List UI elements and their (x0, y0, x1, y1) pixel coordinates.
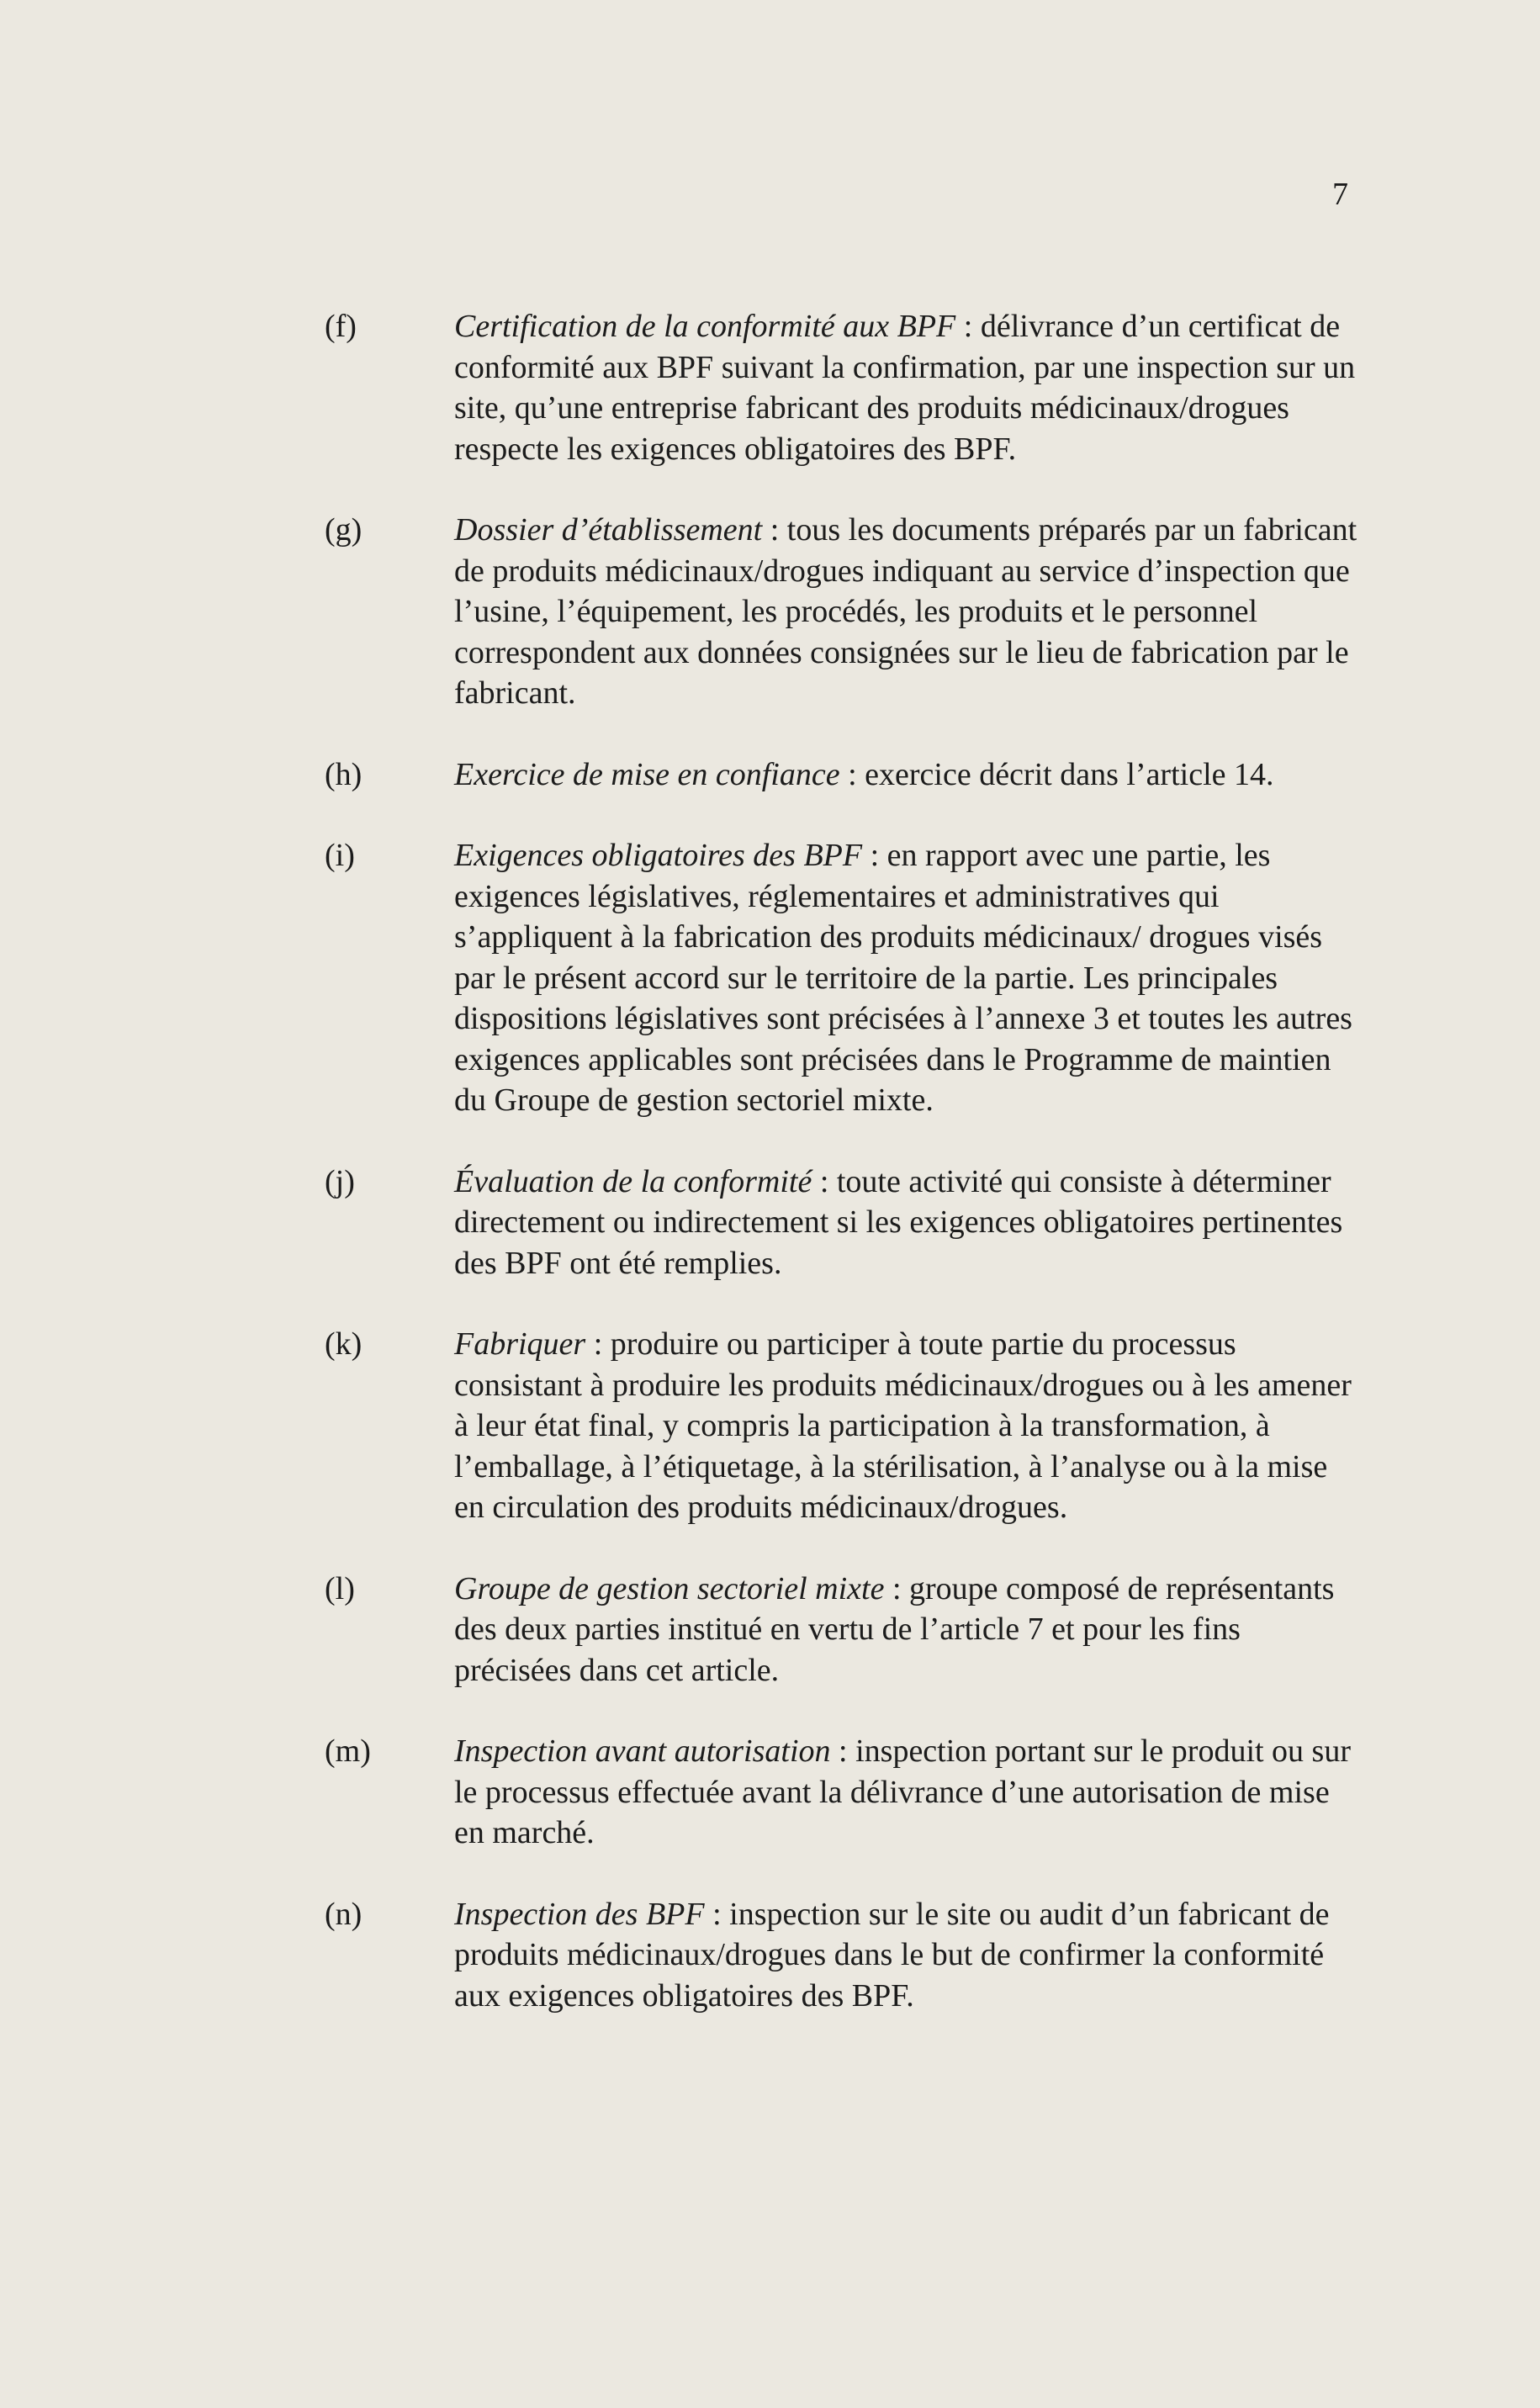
definition-text (454, 510, 1363, 714)
definition-term: Dossier d’établissement (454, 512, 763, 548)
definition-marker: (h) (325, 756, 363, 792)
definition-separator: : (955, 309, 981, 344)
definition-body: produire ou participer à toute partie du processus consistant à produire les produits médicinaux/drogues ou à les amener à leur état final, y compris la participation à la transformation, à l’emballage, à l’étiquetage, à la stérilisation, à l’analyse ou à la mise en circulation des produits médicinaux/drogues. (454, 1326, 1352, 1525)
definition-text (454, 1324, 1363, 1528)
definition-term: Exercice de mise en confiance (454, 756, 840, 792)
definition-text (454, 306, 1363, 469)
definition-body: toute activité qui consiste à déterminer directement ou indirectement si les exigences obligatoires pertinentes des BPF ont été remplies. (454, 1163, 1343, 1281)
definition-body: exercice décrit dans l’article 14. (865, 756, 1274, 792)
definition-item-g (325, 510, 1368, 714)
definition-text (454, 1569, 1363, 1691)
definition-text (454, 1894, 1363, 2017)
definition-term: Inspection des BPF (454, 1896, 705, 1932)
definition-term: Certification de la conformité aux BPF (454, 309, 956, 344)
definition-separator: : (762, 512, 787, 548)
definitions-list (325, 306, 1368, 2056)
definition-item-l (325, 1569, 1368, 1691)
definition-term: Fabriquer (454, 1326, 586, 1362)
definition-body: tous les documents préparés par un fabricant de produits médicinaux/drogues indiquant au service d’inspection que l’usine, l’équipement, les procédés, les produits et le personnel correspondent aux données consignées sur le lieu de fabrication par le fabricant. (454, 512, 1357, 711)
definition-term: Évaluation de la conformité (454, 1163, 812, 1199)
definition-term: Groupe de gestion sectoriel mixte (454, 1570, 885, 1606)
definition-body: en rapport avec une partie, les exigences législatives, réglementaires et administratives qui s’appliquent à la fabrication des produits médicinaux/ drogues visés par le présent accord sur le territoire de la partie. Les principales dispositions législatives sont précisées à l’annexe 3 et toutes les autres exigences applicables sont précisées dans le Programme de maintien du Groupe de gestion sectoriel mixte. (454, 838, 1352, 1118)
definition-separator: : (862, 838, 887, 873)
definition-item-k (325, 1324, 1368, 1528)
definition-body: délivrance d’un certificat de conformité aux BPF suivant la confirmation, par une inspection sur un site, qu’une entreprise fabricant des produits médicinaux/drogues respecte les exigences obligatoires des BPF. (454, 309, 1356, 467)
definition-text (454, 835, 1363, 1121)
definition-marker: (g) (325, 512, 363, 548)
definition-item-i (325, 835, 1368, 1121)
definition-separator: : (884, 1570, 910, 1606)
definition-term: Exigences obligatoires des BPF (454, 838, 863, 873)
definition-marker: (i) (325, 838, 355, 873)
definition-body: inspection sur le site ou audit d’un fabricant de produits médicinaux/drogues dans le but de confirmer la conformité aux exigences obligatoires des BPF. (454, 1896, 1330, 2014)
definition-separator: : (585, 1326, 611, 1362)
definition-marker: (f) (325, 309, 357, 344)
definition-separator: : (839, 756, 865, 792)
definition-item-n (325, 1894, 1368, 2017)
definition-marker: (j) (325, 1163, 355, 1199)
definition-marker: (n) (325, 1896, 363, 1932)
definition-text (454, 1162, 1363, 1284)
definition-text (454, 754, 1363, 796)
definition-term: Inspection avant autorisation (454, 1733, 831, 1769)
definition-item-j (325, 1162, 1368, 1284)
definition-item-m (325, 1731, 1368, 1854)
definition-body: inspection portant sur le produit ou sur le processus effectuée avant la délivrance d’une autorisation de mise en marché. (454, 1733, 1352, 1850)
definition-item-f (325, 306, 1368, 469)
page-number: 7 (1332, 177, 1348, 212)
definition-body: groupe composé de représentants des deux parties institué en vertu de l’article 7 et pour les fins précisées dans cet article. (454, 1570, 1335, 1688)
definition-separator: : (812, 1163, 837, 1199)
definition-marker: (k) (325, 1326, 363, 1362)
definition-marker: (l) (325, 1570, 355, 1606)
definition-separator: : (704, 1896, 730, 1932)
definition-text (454, 1731, 1363, 1854)
definition-item-h (325, 754, 1368, 796)
definition-separator: : (830, 1733, 856, 1769)
definition-marker: (m) (325, 1733, 371, 1769)
